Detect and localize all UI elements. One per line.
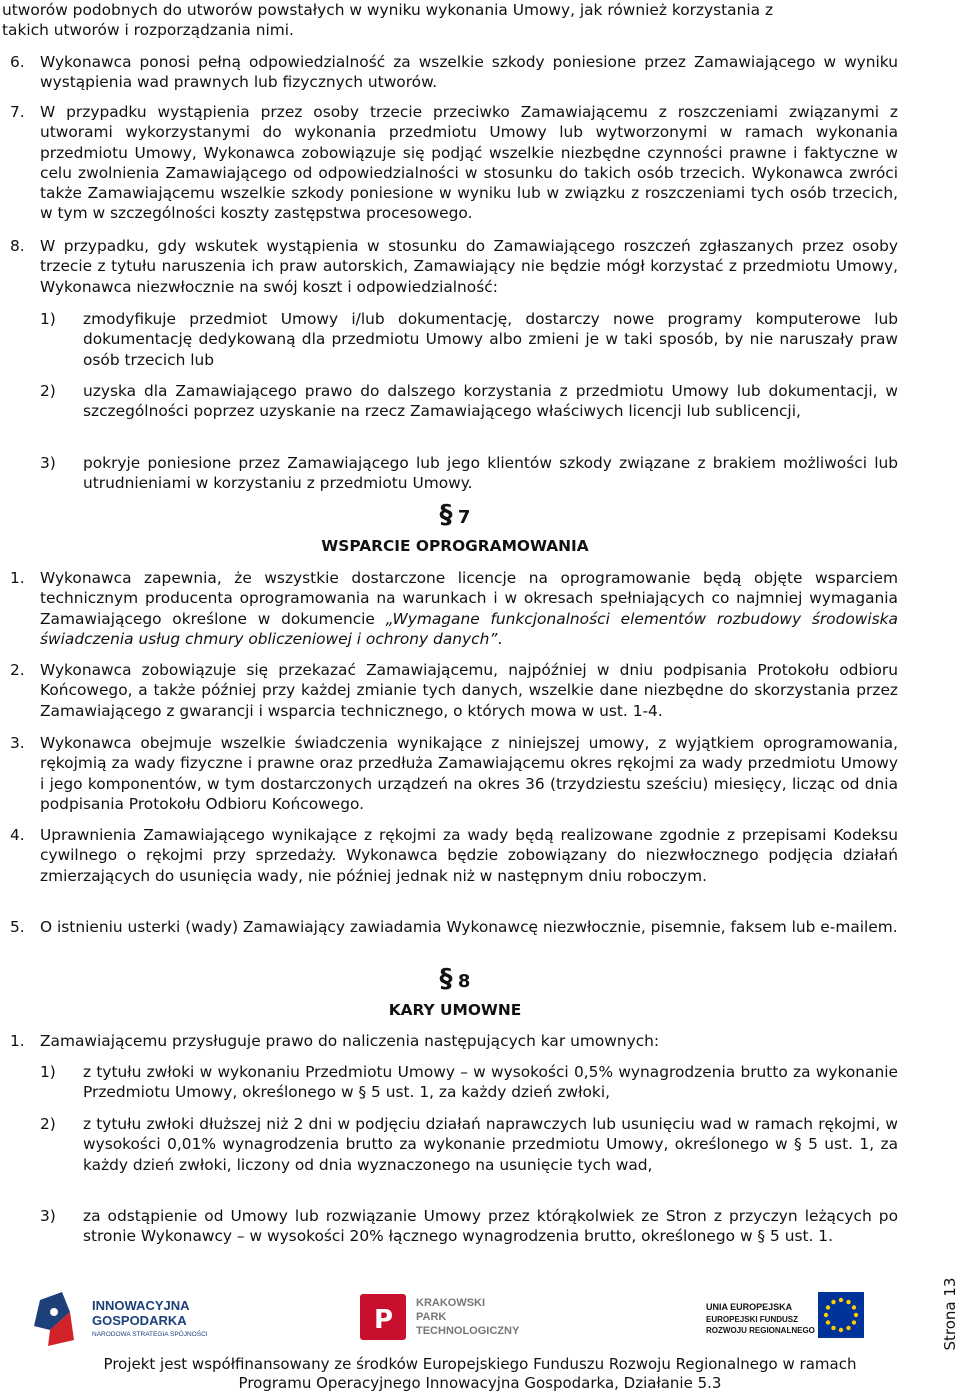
eu-star bbox=[839, 1298, 843, 1302]
section-8-item-1 bbox=[0, 1031, 960, 1053]
section-8-title: KARY UMOWNE bbox=[388, 1001, 522, 1019]
document-title-italic: „Wymagane funkcjonalności elementów rozbudowy środowiska świadczenia usług chmury obliczeniowej i ochrony danych” bbox=[40, 609, 898, 648]
section-sign: § bbox=[439, 964, 453, 994]
eu-logo bbox=[706, 1292, 864, 1338]
section-7-title: WSPARCIE OPROGRAMOWANIA bbox=[321, 537, 589, 555]
list-item bbox=[0, 1062, 960, 1104]
section-number: 8 bbox=[457, 971, 471, 992]
item-number: 1. bbox=[10, 1032, 25, 1050]
item-text: Wykonawca obejmuje wszelkie świadczenia wynikające z niniejszej umowy, z wyjątkiem oprogramowania, rękojmią za wady fizyczne i prawne oraz przedłuża Zamawiającemu okres rękojmi za wady przedmiotu Umowy i jego komponentów, w tym dostarczonych urządzeń na okres 36 (trzydziestu sześciu) miesięcy, licząc od dnia podpisania Protokołu Odbioru Końcowego. bbox=[40, 734, 898, 813]
page-number-label: Strona 13 bbox=[941, 1277, 959, 1351]
eu-title-3: ROZWOJU REGIONALNEGO bbox=[706, 1326, 815, 1335]
paragraph-text: W przypadku wystąpienia przez osoby trzecie przeciwko Zamawiającemu z roszczeniami związanymi z utworami wykorzystanymi do wykonania przedmiotu Umowy lub wytworzonymi w ramach wykonania przedmiotu Umowy, Wykonawca zobowiązuje się podjąć wszelkie niezbędne czynności prawne i faktyczne w celu zwolnienia Zamawiającego od odpowiedzialności w stosunku do takich osób trzecich. Wykonawca zwróci także Zamawiającemu wszelkie szkody poniesione w wyniku lub w związku z roszczeniami tych osób trzecich, w tym w szczególności koszty zastępstwa procesowego. bbox=[40, 103, 898, 223]
item-text: Uprawnienia Zamawiającego wynikające z rękojmi za wady będą realizowane zgodnie z przepisami Kodeksu cywilnego o rękojmi przy sprzedaży. Wykonawca będzie zobowiązany do niezwłocznego podjęcia działań zmierzających do usunięcia wady, nie później jednak niż w następnym dniu roboczym. bbox=[40, 826, 898, 885]
list-item-number: 1) bbox=[40, 1063, 56, 1081]
eu-star bbox=[826, 1320, 830, 1324]
list-item-text: z tytułu zwłoki w wykonaniu Przedmiotu Umowy – w wysokości 0,5% wynagrodzenia brutto za wykonanie Przedmiotu Umowy, określonego w § 5 ust. 1, za każdy dzień zwłoki, bbox=[83, 1063, 898, 1102]
kpt-title-2: PARK bbox=[416, 1311, 447, 1323]
paragraph-text: Wykonawca ponosi pełną odpowiedzialność za wszelkie szkody poniesione przez Zamawiającego w wyniku wystąpienia wad prawnych lub fizycznych utworów. bbox=[40, 53, 898, 92]
item-text: Wykonawca zobowiązuje się przekazać Zamawiającemu, najpóźniej w dniu podpisania Protokołu odbioru Końcowego, a także później przy każdej zmianie tych danych, wszelkie dane niezbędne do skorzystania przez Zamawiającego z gwarancji i wsparcia technicznego, o których mowa w ust. 1-4. bbox=[40, 661, 898, 720]
eu-star bbox=[854, 1313, 858, 1317]
item-number: 3. bbox=[10, 734, 25, 752]
eu-star bbox=[826, 1305, 830, 1309]
ig-title-1: INNOWACYJNA bbox=[92, 1298, 190, 1313]
eu-star bbox=[831, 1300, 835, 1304]
eu-star bbox=[824, 1313, 828, 1317]
section-number: 7 bbox=[457, 507, 471, 528]
paragraph-number: 6. bbox=[10, 53, 25, 71]
logos-strip bbox=[0, 1290, 960, 1358]
list-item bbox=[0, 1114, 960, 1196]
item-number: 5. bbox=[10, 918, 25, 936]
item-number: 1. bbox=[10, 569, 25, 587]
eu-star bbox=[852, 1305, 856, 1309]
section-7-item-2 bbox=[0, 660, 960, 722]
eu-title-1: UNIA EUROPEJSKA bbox=[706, 1302, 793, 1312]
item-text: Zamawiającemu przysługuje prawo do naliczenia następujących kar umownych: bbox=[40, 1032, 660, 1050]
ig-emblem-star bbox=[50, 1308, 58, 1316]
list-item-number: 3) bbox=[40, 454, 56, 472]
paragraph-7 bbox=[0, 102, 960, 226]
list-item-number: 2) bbox=[40, 382, 56, 400]
ig-subtitle: NARODOWA STRATEGIA SPÓJNOŚCI bbox=[92, 1331, 208, 1338]
list-item bbox=[0, 309, 960, 371]
section-7-number bbox=[0, 500, 910, 530]
section-7-item-3 bbox=[0, 733, 960, 815]
footer-line-2: Programu Operacyjnego Innowacyjna Gospodarka, Działanie 5.3 bbox=[238, 1374, 722, 1392]
item-text: Wykonawca zapewnia, że wszystkie dostarczone licencje na oprogramowanie będą objęte wsparciem technicznym producenta oprogramowania na warunkach i w okresach spełniających co najmniej wymagania Zamawiającego określone w dokumencie „Wymagane funkcjonalności elementów rozbudowy środowiska świadczenia usług chmury obliczeniowej i ochrony danych”. bbox=[40, 569, 898, 648]
item-text: O istnieniu usterki (wady) Zamawiający zawiadamia Wykonawcę niezwłocznie, pisemnie, faksem lub e-mailem. bbox=[40, 918, 898, 936]
list-item-number: 2) bbox=[40, 1115, 56, 1133]
list-item-text: z tytułu zwłoki dłuższej niż 2 dni w podjęciu działań naprawczych lub usunięciu wad w ramach rękojmi, w wysokości 0,01% wynagrodzenia brutto za wykonanie przedmiotu Umowy, określonego w § 5 ust. 1, za każdy dzień zwłoki, liczony od dnia wyznaczonego na usunięcie tych wad, bbox=[83, 1115, 898, 1174]
continuation-line-1: utworów podobnych do utworów powstałych w wyniku wykonania Umowy, jak również korzystania z bbox=[2, 1, 774, 19]
list-item-text: zmodyfikuje przedmiot Umowy i/lub dokumentację, dostarczy nowe programy komputerowe lub dokumentację dedykowaną dla przedmiotu Umowy albo zmieni je w taki sposób, by nie naruszały praw osób trzecich lub bbox=[83, 310, 898, 369]
kpt-title-1: KRAKOWSKI bbox=[416, 1297, 486, 1309]
eu-star bbox=[839, 1328, 843, 1332]
section-7-item-1 bbox=[0, 568, 960, 650]
section-7-item-4 bbox=[0, 825, 960, 907]
footer-text bbox=[0, 1355, 960, 1393]
footer-line-1: Projekt jest współfinansowany ze środków Europejskiego Funduszu Rozwoju Regionalnego w ramach bbox=[103, 1355, 857, 1373]
paragraph-8 bbox=[0, 236, 960, 298]
section-7-item-5 bbox=[0, 917, 960, 959]
ig-title-2: GOSPODARKA bbox=[92, 1313, 187, 1328]
section-8-number bbox=[0, 964, 910, 994]
list-item-number: 3) bbox=[40, 1207, 56, 1225]
continuation-line-2: takich utworów i rozporządzania nimi. bbox=[2, 21, 294, 39]
innowacyjna-gospodarka-logo bbox=[34, 1292, 208, 1346]
kpt-emblem-letter: P bbox=[374, 1305, 394, 1335]
kpt-title-3: TECHNOLOGICZNY bbox=[416, 1325, 520, 1337]
list-item-text: za odstąpienie od Umowy lub rozwiązanie Umowy przez którąkolwiek ze Stron z przyczyn leżących po stronie Wykonawcy – w wysokości 20% łącznego wynagrodzenia brutto, określonego w § 5 ust. 1. bbox=[83, 1207, 898, 1246]
kpt-logo bbox=[360, 1294, 520, 1340]
list-item-number: 1) bbox=[40, 310, 56, 328]
footer-logos bbox=[0, 1290, 960, 1358]
paragraph-number: 7. bbox=[10, 103, 25, 121]
list-item bbox=[0, 381, 960, 443]
item-number: 2. bbox=[10, 661, 25, 679]
paragraph-text: W przypadku, gdy wskutek wystąpienia w stosunku do Zamawiającego roszczeń zgłaszanych przez osoby trzecie z tytułu naruszenia ich praw autorskich, Zamawiający nie będzie mógł korzystać z przedmiotu Umowy, Wykonawca niezwłocznie na swój koszt i odpowiedzialność: bbox=[40, 237, 898, 296]
eu-title-2: EUROPEJSKI FUNDUSZ bbox=[706, 1315, 799, 1324]
list-item-text: pokryje poniesione przez Zamawiającego lub jego klientów szkody związane z brakiem możliwości lub utrudnieniami w korzystaniu z przedmiotu Umowy. bbox=[83, 454, 898, 493]
eu-star bbox=[852, 1320, 856, 1324]
eu-star bbox=[846, 1300, 850, 1304]
eu-star bbox=[831, 1326, 835, 1330]
list-item bbox=[0, 1206, 960, 1268]
list-item bbox=[0, 453, 960, 495]
item-number: 4. bbox=[10, 826, 25, 844]
list-item-text: uzyska dla Zamawiającego prawo do dalszego korzystania z przedmiotu Umowy lub dokumentacji, w szczególności poprzez uzyskanie na rzecz Zamawiającego właściwych licencji lub sublicencji, bbox=[83, 382, 898, 421]
eu-star bbox=[846, 1326, 850, 1330]
paragraph-6 bbox=[0, 52, 960, 94]
section-sign: § bbox=[439, 500, 453, 530]
paragraph-number: 8. bbox=[10, 237, 25, 255]
